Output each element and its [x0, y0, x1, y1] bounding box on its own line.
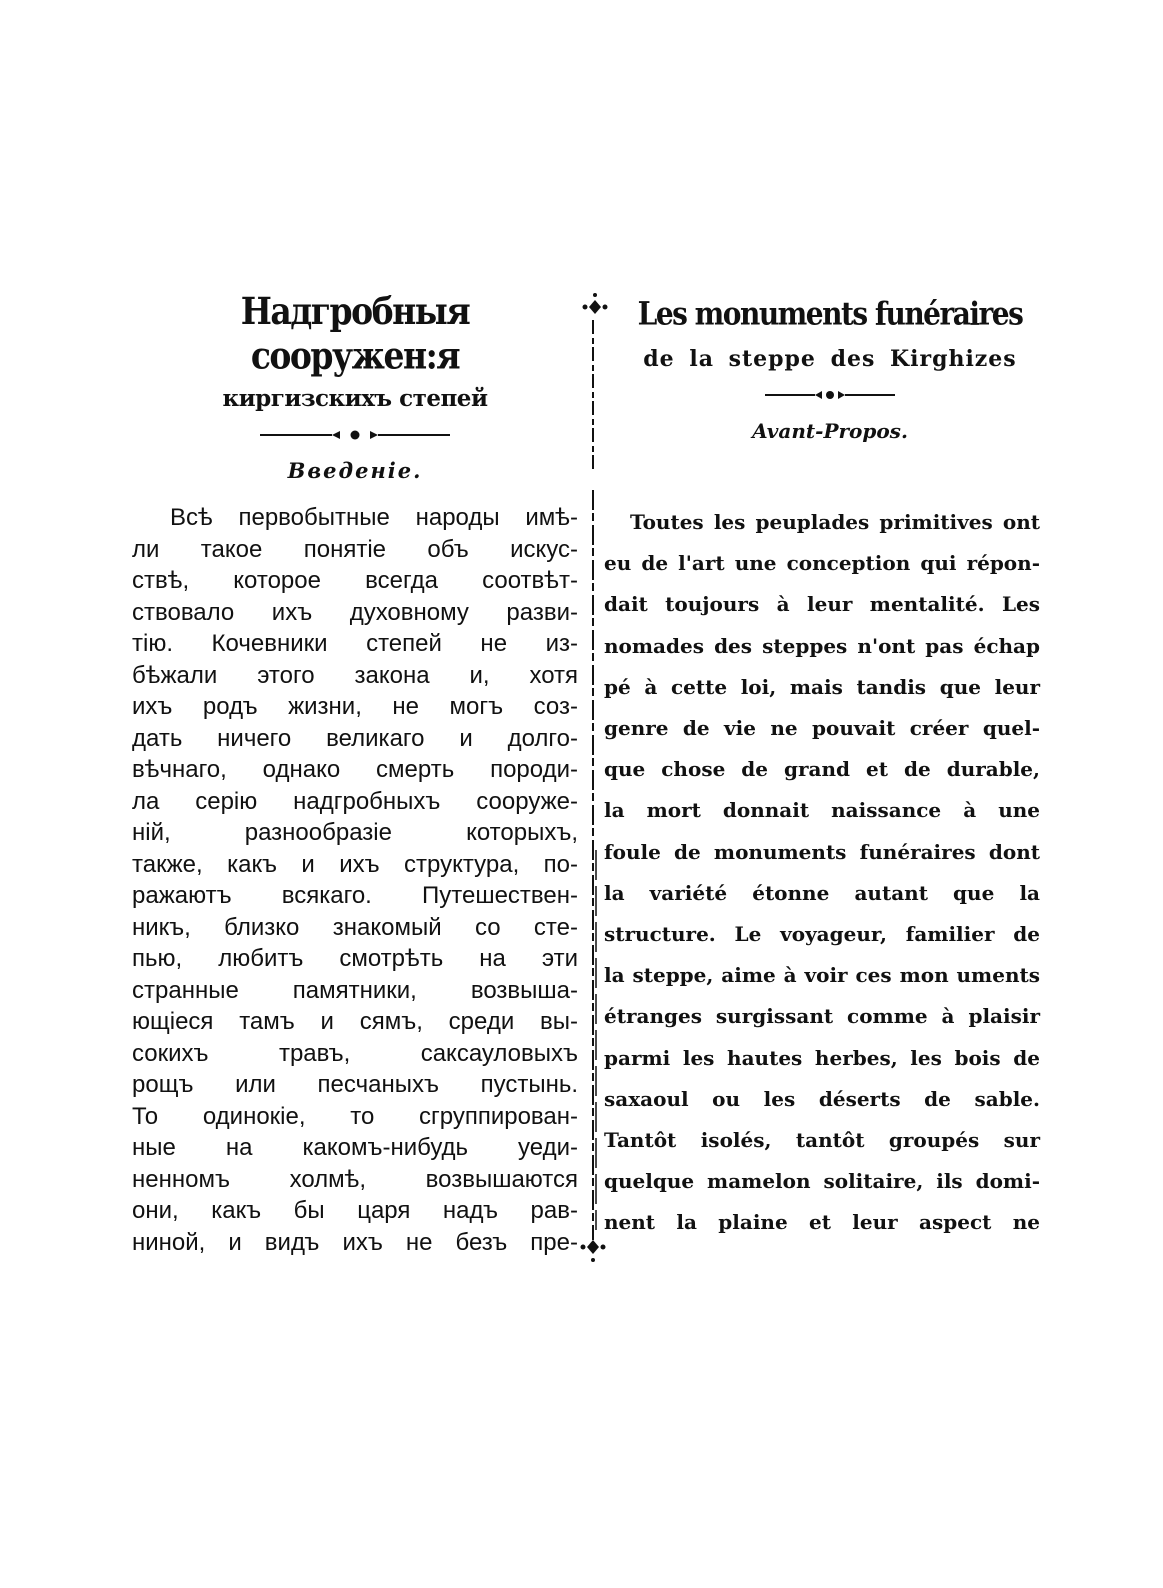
french-header	[604, 294, 1056, 446]
text-line: nomades des steppes n'ont pas échap	[604, 633, 1040, 658]
text-line: рощъ или песчаныхъ пустынь.	[132, 1071, 578, 1098]
text-line: ствѣ, которое всегда соотвѣт-	[132, 567, 578, 594]
text-line: foule de monuments funéraires dont	[604, 839, 1040, 864]
text-line: pé à cette loi, mais tandis que leur	[604, 674, 1040, 699]
text-line: сокихъ травъ, саксауловыхъ	[132, 1039, 578, 1067]
text-line: ные на какомъ-нибудь уеди-	[132, 1134, 578, 1161]
text-line: genre de vie ne pouvait créer quel-	[604, 716, 1040, 741]
text-line: ненномъ холмѣ, возвышаются	[132, 1165, 578, 1193]
text-line: que chose de grand et de durable,	[604, 757, 1040, 782]
text-line: ній, разнообразіе которыхъ,	[132, 819, 578, 846]
text-line: la variété étonne autant que la	[604, 880, 1040, 905]
text-line: nent la plaine et leur aspect ne	[604, 1210, 1040, 1235]
text-line: никъ, близко знакомый со сте-	[132, 913, 578, 941]
text-line: ющіеся тамъ и сямъ, среди вы-	[132, 1008, 578, 1035]
text-line: ниной, и видъ ихъ не безъ пре-	[132, 1228, 578, 1256]
text-line: ла серію надгробныхъ сооруже-	[132, 787, 578, 815]
text-line: ихъ родъ жизни, не могъ соз-	[132, 693, 578, 720]
text-line: étranges surgissant comme à plaisir	[604, 1004, 1040, 1029]
russian-title: Надгробныя сооружен:я	[240, 289, 470, 378]
text-line: вѣчнаго, однако смерть породи-	[132, 756, 578, 783]
text-line: parmi les hautes herbes, les bois de	[604, 1045, 1040, 1070]
text-line: ли такое понятіе объ искус-	[132, 535, 578, 563]
french-subtitle: de la steppe des Kirghizes	[643, 346, 1017, 372]
text-line: Tantôt isolés, tantôt groupés sur	[604, 1128, 1040, 1153]
russian-column	[132, 290, 578, 486]
russian-body-text	[132, 502, 578, 1258]
french-section-heading: Avant-Propos.	[752, 419, 908, 443]
dash-dot-ornament-icon	[765, 388, 895, 402]
text-line: дать ничего великаго и долго-	[132, 724, 578, 752]
russian-subtitle: киргизскихъ степей	[222, 385, 488, 412]
text-line: пью, любитъ смотрѣть на эти	[132, 945, 578, 972]
text-line: Toutes les peuplades primitives ont	[630, 510, 1040, 534]
text-line: ражаютъ всякаго. Путешествен-	[132, 882, 578, 909]
text-line: eu de l'art une conception qui répon-	[604, 551, 1040, 576]
text-line: бѣжали этого закона и, хотя	[132, 661, 578, 689]
russian-section-heading: Введеніе.	[287, 458, 423, 483]
text-line: Всѣ первобытные народы имѣ-	[170, 504, 578, 531]
text-line: также, какъ и ихъ структура, по-	[132, 850, 578, 878]
text-line: la mort donnait naissance à une	[604, 798, 1040, 823]
dash-dot-ornament-icon	[260, 428, 450, 442]
text-line: тію. Кочевники степей не из-	[132, 630, 578, 657]
russian-header	[132, 289, 578, 486]
text-line: saxaoul ou les déserts de sable.	[604, 1086, 1040, 1111]
text-line: ствовало ихъ духовному разви-	[132, 598, 578, 626]
text-line: quelque mamelon solitaire, ils domi-	[604, 1169, 1040, 1194]
text-line: они, какъ бы царя надъ рав-	[132, 1197, 578, 1224]
text-line: То одинокіе, то сгруппирован-	[132, 1102, 578, 1130]
french-body-text	[604, 502, 1040, 1244]
fleuron-icon	[581, 1240, 606, 1262]
text-line: la steppe, aime à voir ces mon uments	[604, 963, 1040, 988]
french-column	[604, 290, 1056, 446]
french-title: Les monuments funéraires	[637, 294, 1023, 333]
text-line: dait toujours à leur mentalité. Les	[604, 592, 1040, 617]
text-line: странные памятники, возвыша-	[132, 976, 578, 1004]
text-line: structure. Le voyageur, familier de	[604, 922, 1040, 947]
